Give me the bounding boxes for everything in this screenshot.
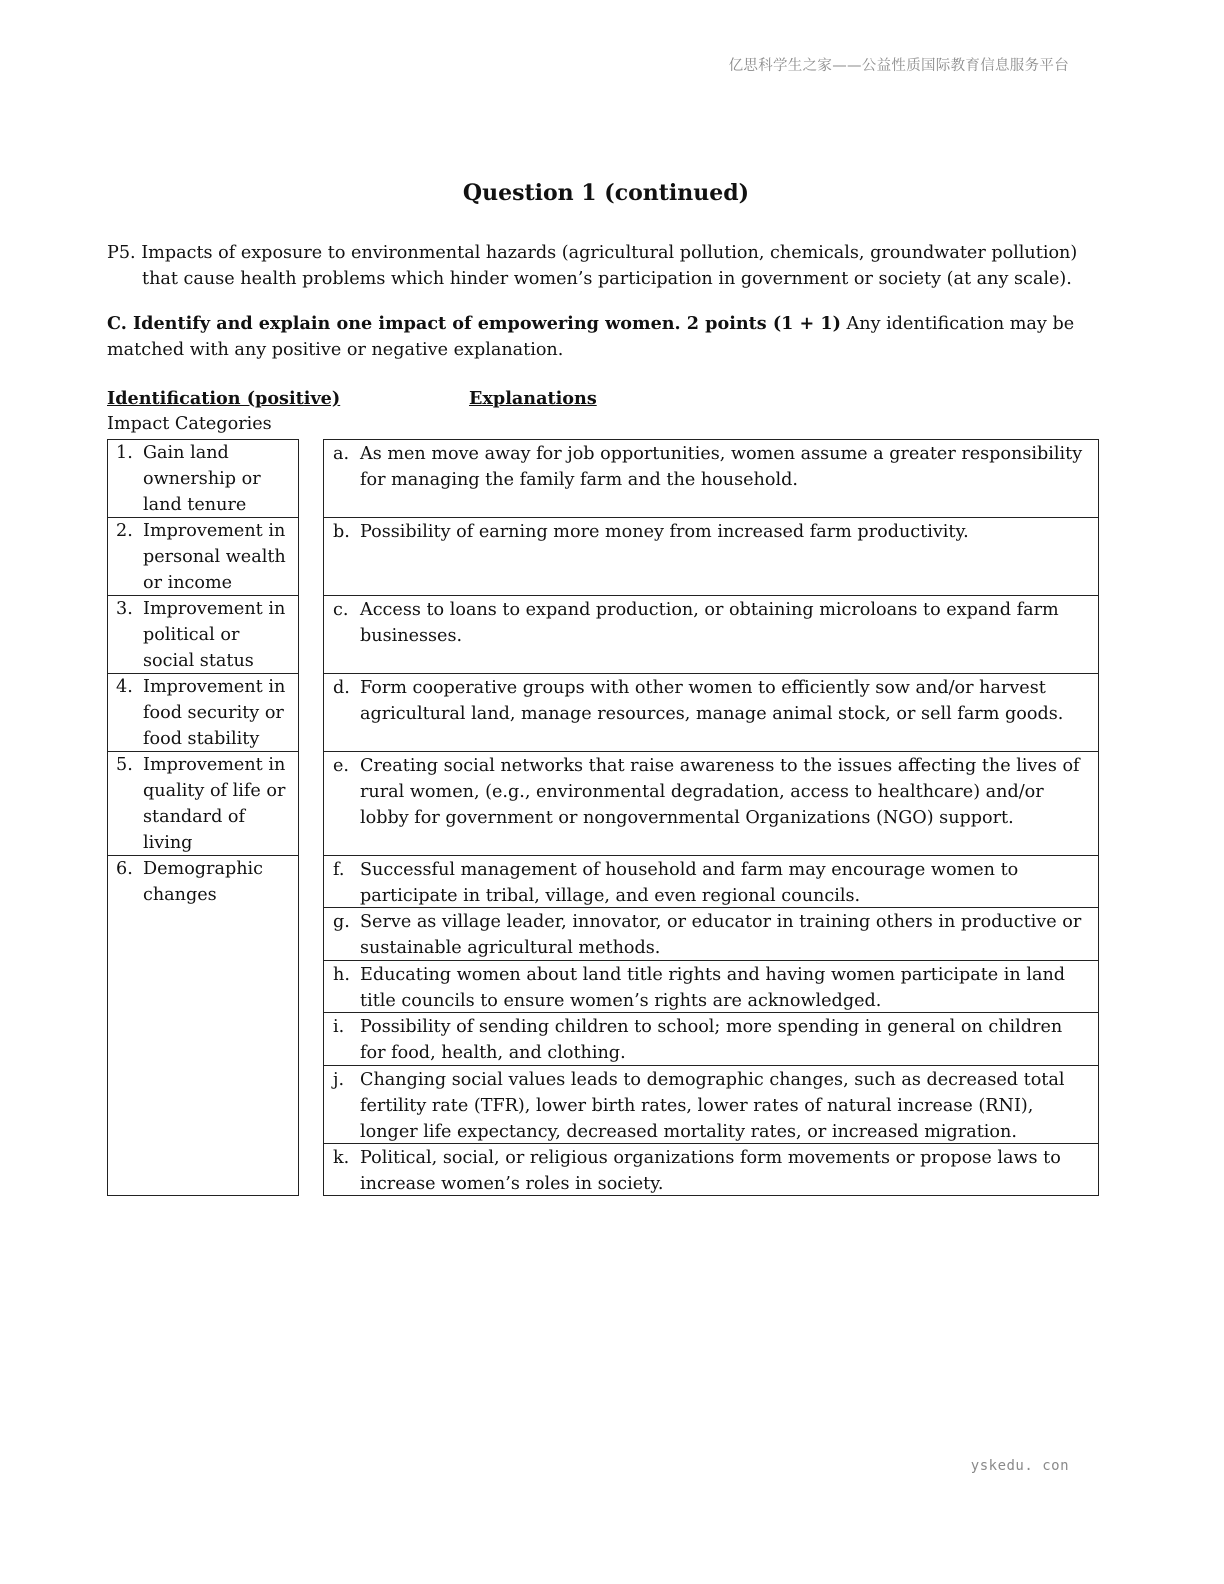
explanation-text: Political, social, or religious organizations form movements or propose laws to increase women’s roles in society. — [360, 1148, 1061, 1194]
explanation-letter: d. — [333, 678, 350, 698]
category-number: 5. — [116, 755, 133, 775]
category-item — [108, 674, 298, 752]
explanation-item — [324, 674, 1098, 752]
explanation-letter: g. — [333, 912, 350, 932]
category-text: Improvement in food security or food stability — [143, 677, 286, 749]
explanation-item — [324, 1066, 1098, 1144]
impact-categories-label: Impact Categories — [107, 414, 272, 434]
category-text: Gain land ownership or land tenure — [143, 443, 261, 515]
explanation-text: Creating social networks that raise awareness to the issues affecting the lives of rural women, (e.g., environmental degradation, access to healthcare) and/or lobby for government or nongovernmental Organizations (NGO) support. — [360, 756, 1080, 828]
category-item — [108, 596, 298, 674]
explanation-letter: k. — [333, 1148, 350, 1168]
category-number: 6. — [116, 859, 133, 879]
categories-table — [107, 439, 299, 1196]
header-watermark: 亿思科学生之家——公益性质国际教育信息服务平台 — [728, 58, 1069, 74]
explanation-item — [324, 961, 1098, 1013]
footer-watermark: yskedu. con — [970, 1458, 1069, 1474]
explanation-letter: f. — [333, 860, 345, 880]
explanation-letter: i. — [333, 1017, 345, 1037]
explanation-letter: b. — [333, 522, 350, 542]
category-item — [108, 440, 298, 518]
explanation-item — [324, 596, 1098, 674]
explanation-item — [324, 440, 1098, 518]
explanation-item — [324, 1144, 1098, 1196]
category-number: 2. — [116, 521, 133, 541]
category-item — [108, 518, 298, 596]
explanation-item — [324, 908, 1098, 961]
section-c-rest: Any identification may be matched with any positive or negative explanation. — [107, 314, 1075, 360]
explanation-text: Serve as village leader, innovator, or educator in training others in productive or sustainable agricultural methods. — [360, 912, 1082, 958]
page-title: Question 1 (continued) — [462, 180, 750, 206]
explanation-item — [324, 856, 1098, 908]
explanation-item — [324, 752, 1098, 856]
explanation-text: Form cooperative groups with other women to efficiently sow and/or harvest agricultural land, manage resources, manage animal stock, or sell farm goods. — [360, 678, 1064, 724]
category-number: 3. — [116, 599, 133, 619]
explanation-letter: a. — [333, 444, 350, 464]
category-text: Improvement in quality of life or standard of living — [143, 755, 286, 853]
category-item — [108, 856, 298, 1196]
explanation-text: Successful management of household and farm may encourage women to participate in tribal, village, and even regional councils. — [360, 860, 1019, 906]
explanations-table — [323, 439, 1099, 1196]
explanation-item — [324, 518, 1098, 596]
category-item — [108, 752, 298, 856]
explanation-letter: h. — [333, 965, 350, 985]
explanations-heading: Explanations — [469, 388, 597, 409]
explanation-text: Access to loans to expand production, or obtaining microloans to expand farm businesses. — [360, 600, 1059, 646]
explanation-text: As men move away for job opportunities, women assume a greater responsibility for managing the family farm and the household. — [360, 444, 1083, 490]
category-text: Demographic changes — [143, 859, 264, 905]
explanation-letter: e. — [333, 756, 350, 776]
explanation-letter: c. — [333, 600, 349, 620]
explanation-text: Possibility of sending children to school; more spending in general on children for food, health, and clothing. — [360, 1017, 1063, 1063]
section-c-bold: C. Identify and explain one impact of empowering women. 2 points (1 + 1) — [107, 313, 841, 334]
explanation-text: Changing social values leads to demographic changes, such as decreased total fertility rate (TFR), lower birth rates, lower rates of natural increase (RNI), longer life expectancy, decreased mortality rates, or increased migration. — [360, 1070, 1065, 1142]
category-number: 4. — [116, 677, 133, 697]
explanation-text: Possibility of earning more money from increased farm productivity. — [360, 522, 969, 542]
identification-heading: Identification (positive) — [107, 388, 341, 409]
section-c-prompt — [107, 311, 1107, 363]
explanation-letter: j. — [333, 1070, 345, 1090]
p5-paragraph: P5. Impacts of exposure to environmental hazards (agricultural pollution, chemicals, groundwater pollution) that cause health problems which hinder women’s participation in government or society (at any scale). — [107, 243, 1078, 289]
category-text: Improvement in political or social status — [143, 599, 286, 671]
explanation-text: Educating women about land title rights and having women participate in land title councils to ensure women’s rights are acknowledged. — [360, 965, 1066, 1011]
explanation-item — [324, 1013, 1098, 1066]
category-text: Improvement in personal wealth or income — [143, 521, 286, 593]
category-number: 1. — [116, 443, 133, 463]
